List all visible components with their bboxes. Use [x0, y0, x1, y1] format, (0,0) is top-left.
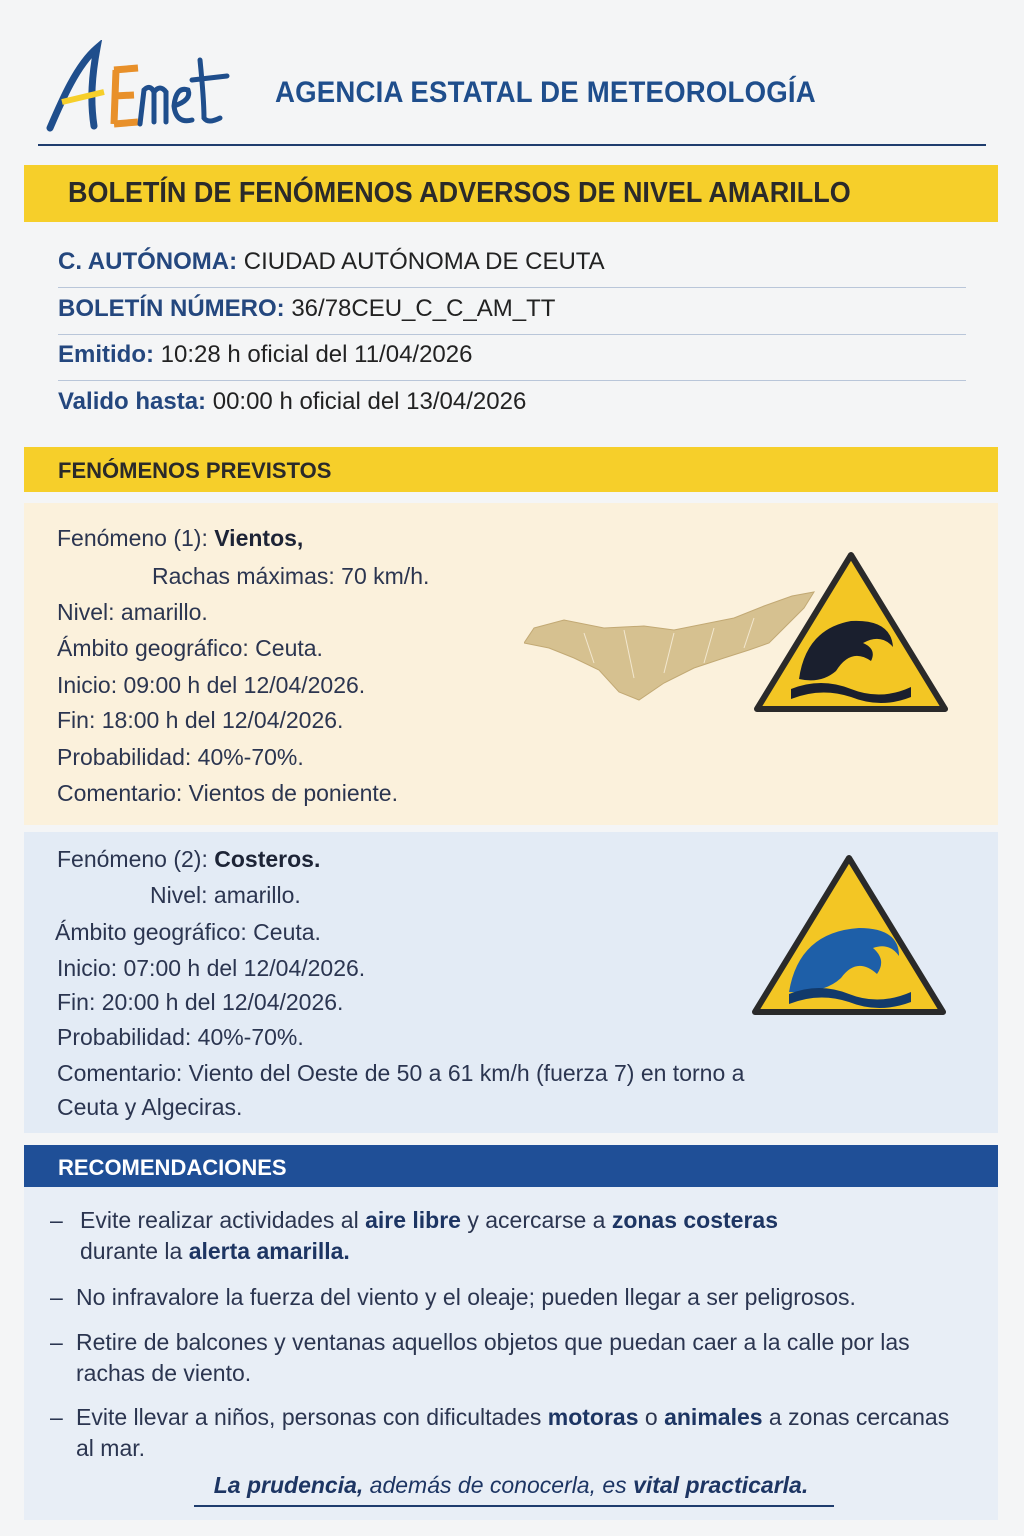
phenomenon-line: Inicio: 07:00 h del 12/04/2026.: [57, 955, 366, 981]
info-value: CIUDAD AUTÓNOMA DE CEUTA: [243, 248, 605, 275]
phenomenon-line: Fin: 20:00 h del 12/04/2026.: [57, 989, 344, 1015]
agency-name: AGENCIA ESTATAL DE METEOROLOGÍA: [275, 76, 816, 109]
phenomenon-line: Fin: 18:00 h del 12/04/2026.: [57, 707, 344, 733]
info-row-emitido: [58, 335, 966, 381]
motto-underline: [194, 1505, 834, 1507]
divider: [38, 144, 986, 146]
phenomenon-1-card: [24, 503, 998, 825]
bulletin-title: BOLETÍN DE FENÓMENOS ADVERSOS DE NIVEL AMARILLO: [68, 177, 851, 209]
phenomenon-prefix: Fenómeno (2):: [57, 846, 208, 872]
info-value: 36/78CEU_C_C_AM_TT: [291, 295, 556, 322]
recommendations-title: RECOMENDACIONES: [58, 1155, 287, 1180]
phenomenon-line: Ceuta y Algeciras.: [57, 1094, 243, 1120]
info-label: Valido hasta:: [58, 388, 207, 415]
phenomenon-line: Probabilidad: 40%-70%.: [57, 744, 304, 770]
info-value: 00:00 h oficial del 13/04/2026: [212, 388, 527, 415]
recommendation-item: – Evite realizar actividades al aire libre y acercarse a zonas costeras durante la alerta amarilla.: [50, 1207, 779, 1264]
phenomenon-line: Inicio: 09:00 h del 12/04/2026.: [57, 672, 366, 698]
info-value: 10:28 h oficial del 11/04/2026: [160, 341, 473, 368]
phenomenon-line: Probabilidad: 40%-70%.: [57, 1024, 304, 1050]
info-row-comunidad: [58, 242, 966, 288]
phenomenon-2-card: [24, 832, 998, 1133]
phenomena-banner: [24, 447, 998, 492]
coastal-wave-warning-icon: [749, 852, 949, 1020]
recommendations-list: [24, 1187, 998, 1520]
recommendation-item: – Evite llevar a niños, personas con dificultades motoras o animales a zonas cercanas al mar.: [50, 1404, 950, 1461]
info-label: C. AUTÓNOMA:: [58, 248, 238, 275]
info-label: Emitido:: [58, 341, 154, 368]
phenomenon-line: Nivel: amarillo.: [57, 599, 208, 625]
phenomenon-name: Vientos,: [214, 525, 304, 551]
info-row-numero: [58, 289, 966, 335]
phenomenon-line: Comentario: Vientos de poniente.: [57, 780, 398, 806]
phenomenon-name: Costeros.: [214, 846, 321, 872]
recommendation-item: – No infravalore la fuerza del viento y el oleaje; pueden llegar a ser peligrosos.: [50, 1284, 856, 1310]
info-label: BOLETÍN NÚMERO:: [58, 295, 285, 322]
phenomenon-prefix: Fenómeno (1):: [57, 525, 208, 551]
recommendation-item: – Retire de balcones y ventanas aquellos objetos que puedan caer a la calle por las rachas de viento.: [50, 1329, 910, 1386]
phenomenon-line: Ámbito geográfico: Ceuta.: [57, 635, 323, 661]
phenomenon-line: Rachas máximas: 70 km/h.: [152, 563, 430, 589]
phenomenon-line: Nivel: amarillo.: [150, 882, 301, 908]
bulletin-title-banner: [24, 165, 998, 222]
phenomena-title: FENÓMENOS PREVISTOS: [58, 458, 332, 483]
phenomenon-line: Comentario: Viento del Oeste de 50 a 61 km/h (fuerza 7) en torno a: [57, 1060, 745, 1086]
wave-warning-icon: [751, 549, 951, 717]
aemet-logo: [42, 40, 242, 135]
info-row-valido: [58, 382, 966, 428]
motto: La prudencia, además de conocerla, es vital practicarla.: [213, 1472, 809, 1498]
phenomenon-line: Ámbito geográfico: Ceuta.: [55, 919, 321, 945]
recommendations-header: [24, 1145, 998, 1187]
